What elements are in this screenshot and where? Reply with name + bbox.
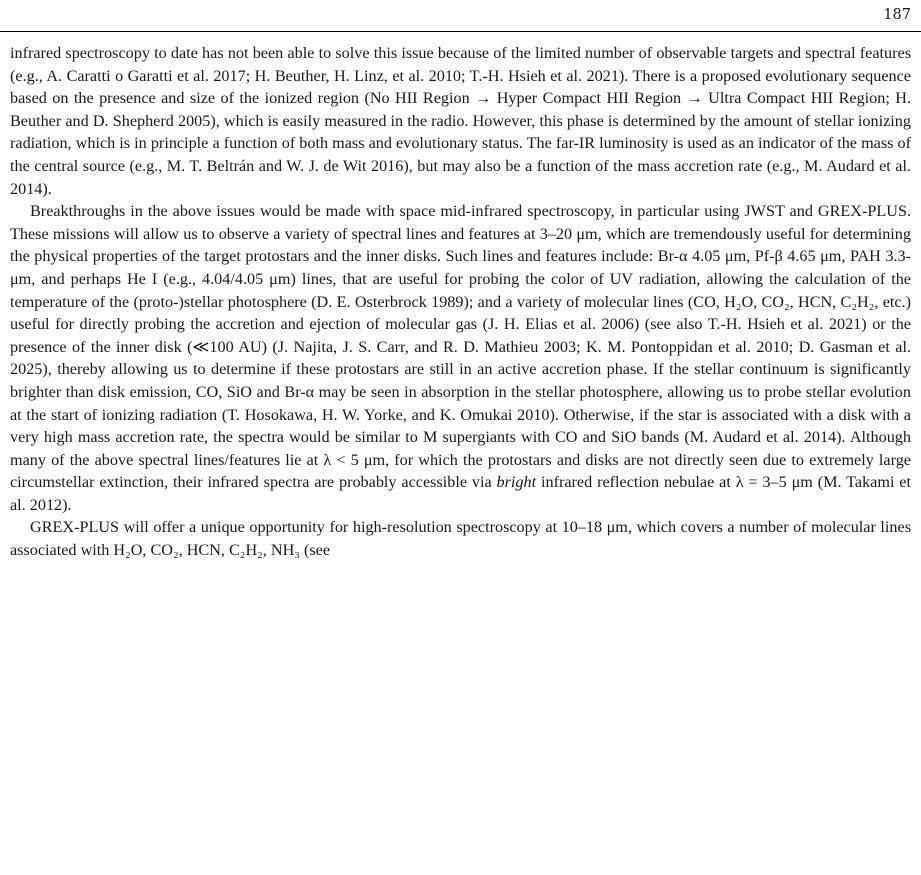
paragraph-2 xyxy=(10,200,911,516)
paragraph-1: infrared spectroscopy to date has not been able to solve this issue because of the limited number of observable targets and spectral features (e.g., A. Caratti o Garatti et al. 2017; H. Beuther, H. Linz, et al. 2010; T.-H. Hsieh et al. 2021). There is a proposed evolutionary sequence based on the presence and size of the ionized region (No HII Region → Hyper Compact HII Region → Ultra Compact HII Region; H. Beuther and D. Shepherd 2005), which is easily measured in the radio. However, this phase is determined by the amount of stellar ionizing radiation, which is in principle a function of both mass and evolutionary status. The far-IR luminosity is used as an indicator of the mass of the central source (e.g., M. T. Beltrán and W. J. de Wit 2016), but may also be a function of the mass accretion rate (e.g., M. Audard et al. 2014). xyxy=(10,44,911,198)
running-header xyxy=(0,0,921,32)
page-number: 187 xyxy=(883,7,911,23)
body-text xyxy=(10,42,911,562)
paragraph-3: GREX-PLUS will offer a unique opportunity for high-resolution spectroscopy at 10–18 μm, which covers a number of molecular lines associated with H₂O, CO₂, HCN, C₂H₂, NH₃ (see xyxy=(10,518,911,560)
paragraph-2-text-after: infrared reflection nebulae at λ = 3–5 μm (M. Takami et al. 2012). xyxy=(10,473,911,514)
paragraph-2-text-before: Breakthroughs in the above issues would be made with space mid-infrared spectroscopy, in particular using JWST and GREX-PLUS. These missions will allow us to observe a variety of spectral lines and features at 3–20 μm, which are tremendously useful for determining the physical properties of the target protostars and the inner disks. Such lines and features include: Br-α 4.05 μm, Pf-β 4.65 μm, PAH 3.3-μm, and perhaps He I (e.g., 4.04/4.05 μm) lines, that are useful for probing the color of UV radiation, allowing the calculation of the temperature of the (proto-)stellar photosphere (D. E. Osterbrock 1989); and a variety of molecular lines (CO, H₂O, CO₂, HCN, C₂H₂, etc.) useful for directly probing the accretion and ejection of molecular gas (J. H. Elias et al. 2006) (see also T.-H. Hsieh et al. 2021) or the presence of the inner disk (≪100 AU) (J. Najita, J. S. Carr, and R. D. Mathieu 2003; K. M. Pontoppidan et al. 2010; D. Gasman et al. 2025), thereby allowing us to determine if these protostars are still in an active accretion phase. If the stellar continuum is significantly brighter than disk emission, CO, SiO and Br-α may be seen in absorption in the stellar photosphere, allowing us to probe stellar evolution at the start of ionizing radiation (T. Hosokawa, H. W. Yorke, and K. Omukai 2010). Otherwise, if the star is associated with a disk with a very high mass accretion rate, the spectra would be similar to M supergiants with CO and SiO bands (M. Audard et al. 2014). Although many of the above spectral lines/features lie at λ < 5 μm, for which the protostars and disks are not directly seen due to extremely large circumstellar extinction, their infrared spectra are probably accessible via xyxy=(10,202,911,492)
emphasis-bright: bright xyxy=(496,473,537,492)
